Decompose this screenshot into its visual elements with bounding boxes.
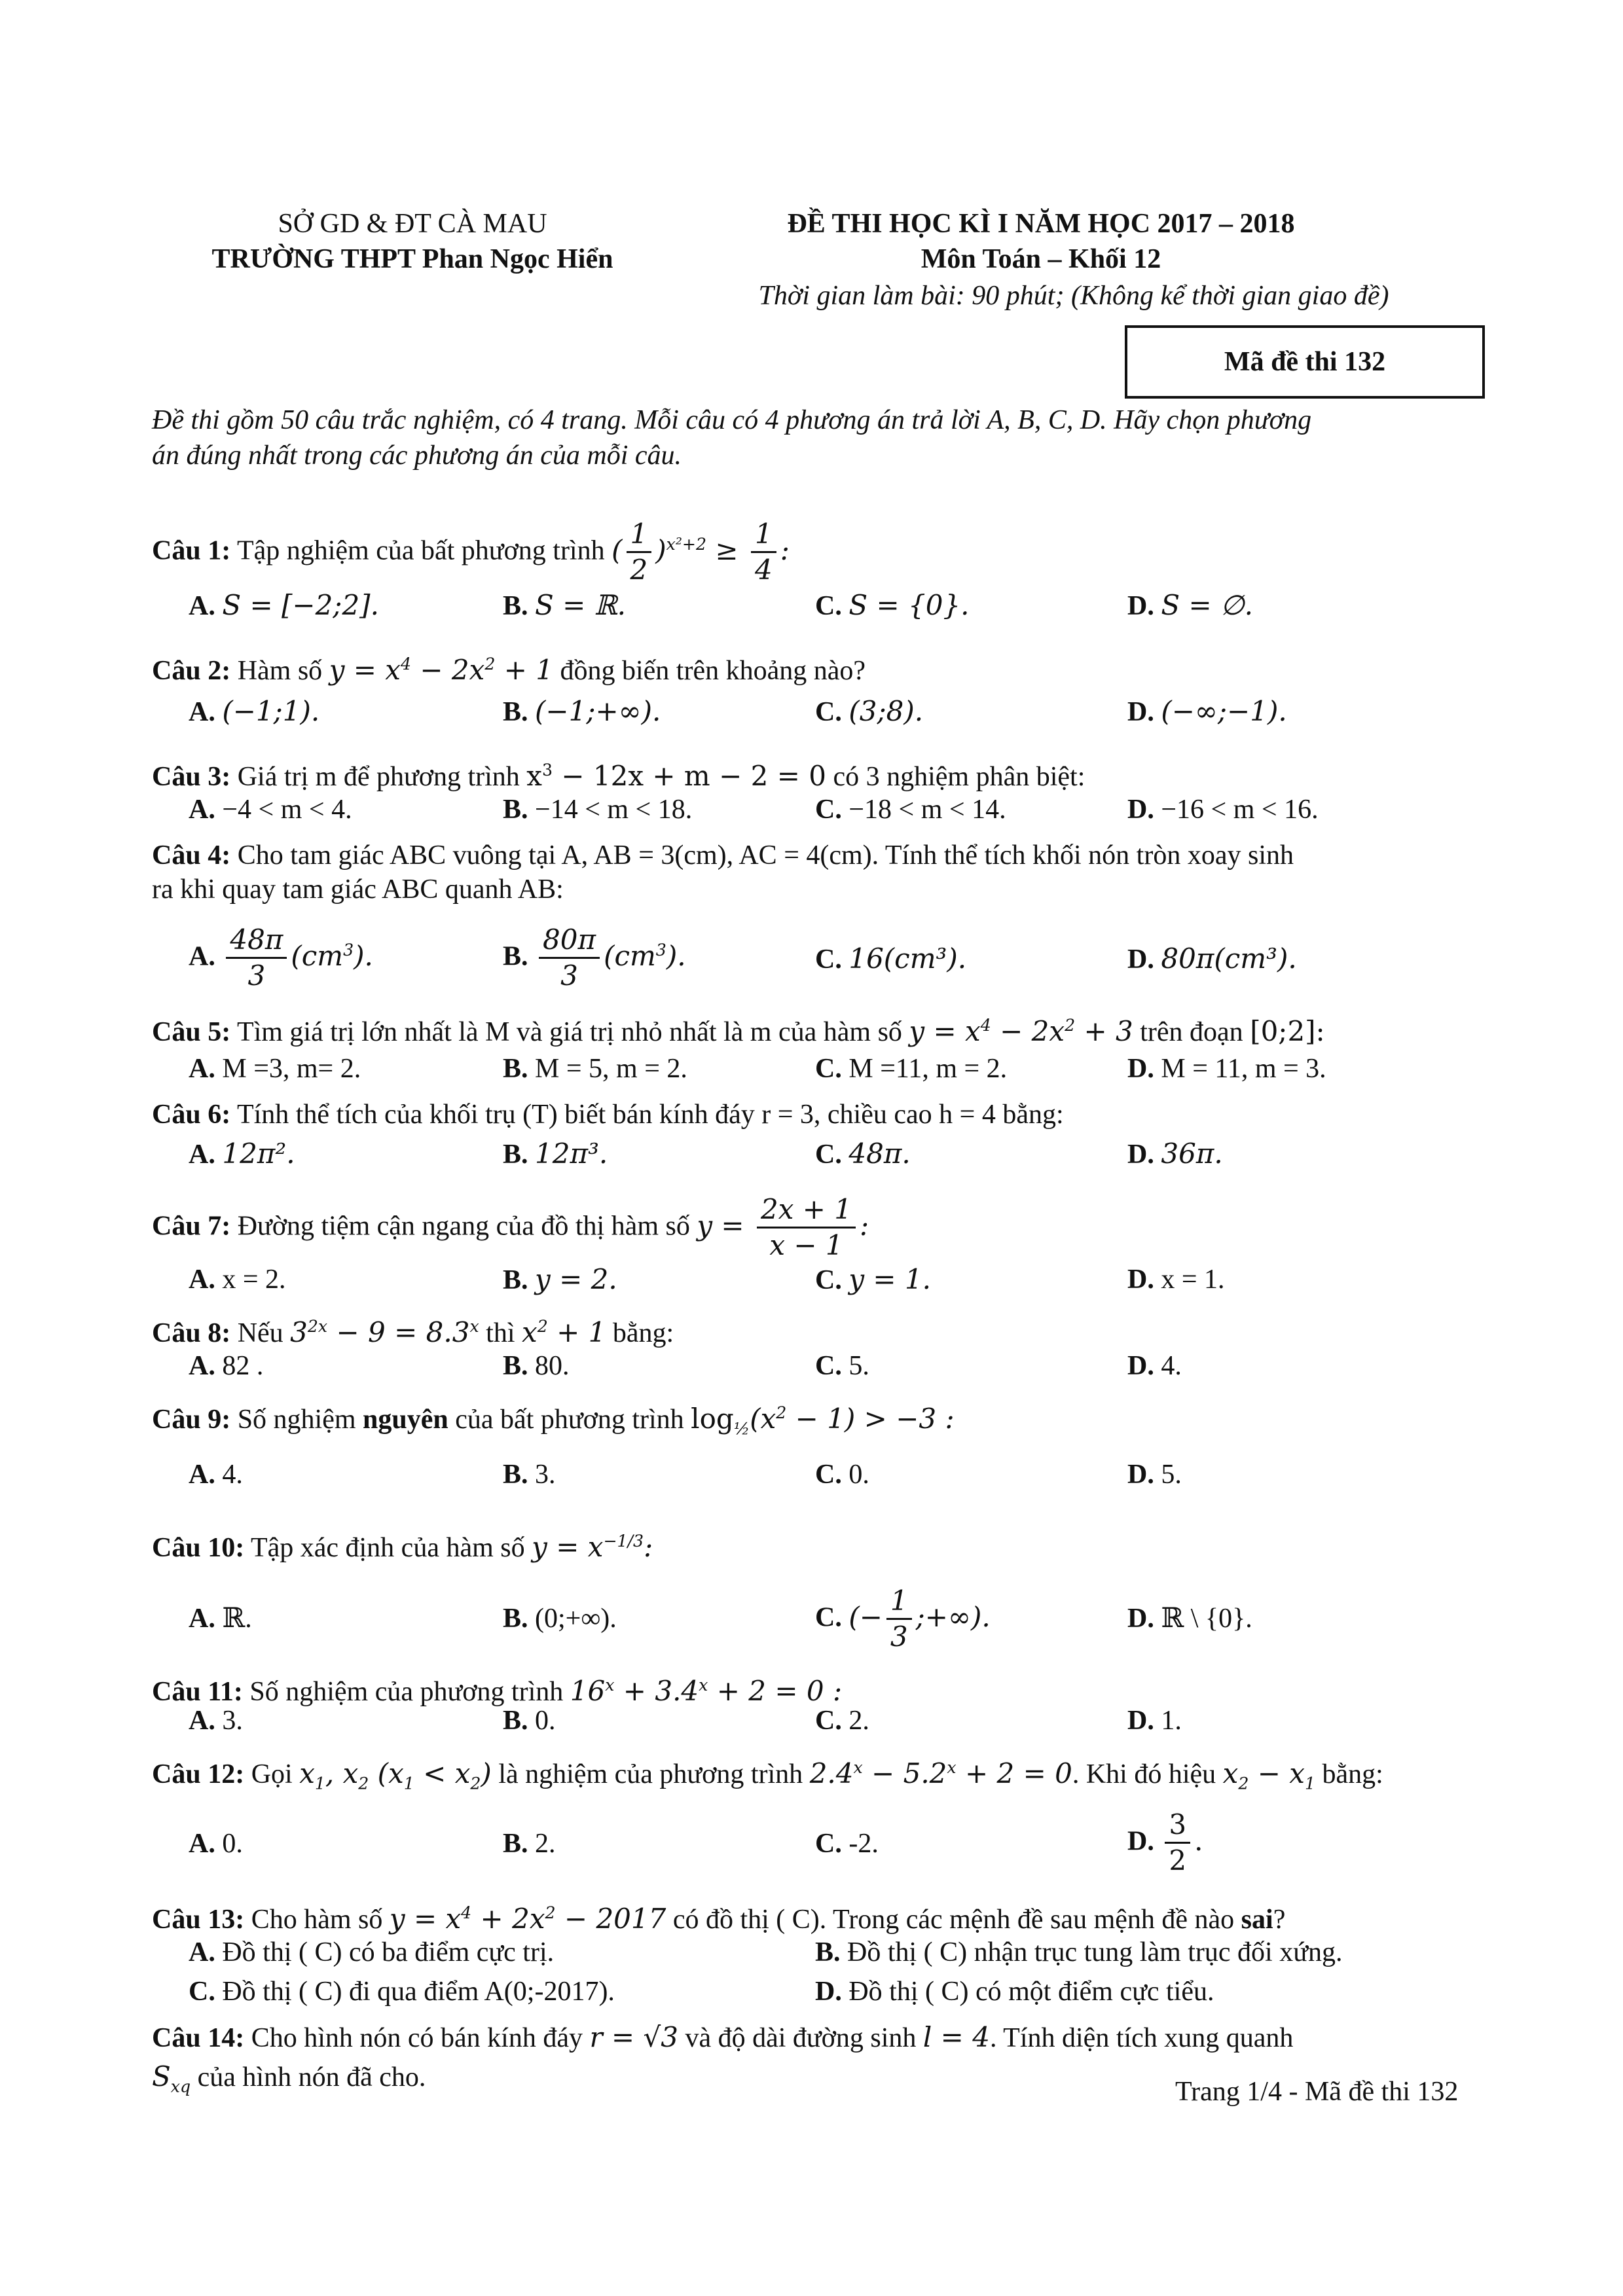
q11-text: Số nghiệm của phương trình xyxy=(249,1677,564,1707)
q13-label: Câu 13: xyxy=(152,1905,245,1935)
q14-formula-3: $S_{xq}$ xyxy=(152,2060,191,2096)
q2-option-a[interactable] xyxy=(189,695,319,728)
q5-interval: [0;2]: xyxy=(1250,1015,1325,1047)
q2-b-label: B. xyxy=(503,697,528,727)
q14-text-3: . Tính diện tích xung quanh xyxy=(989,2023,1294,2053)
q13-d-text: Đồ thị ( C) có một điểm cực tiểu. xyxy=(848,1977,1214,2007)
q9-text-2: của bất phương trình xyxy=(455,1405,684,1435)
q3-a-text: −4 < m < 4. xyxy=(222,795,352,825)
q13-a-label: A. xyxy=(189,1937,215,1967)
q13-c-label: C. xyxy=(189,1977,215,2007)
q9-label: Câu 9: xyxy=(152,1405,231,1435)
question-5 xyxy=(152,1009,1325,1049)
q2-text-2: đồng biến trên khoảng nào? xyxy=(560,656,866,686)
q10-a-text: ℝ. xyxy=(222,1604,252,1634)
q3-label: Câu 3: xyxy=(152,762,231,792)
exam-code: Mã đề thi 132 xyxy=(1224,347,1386,377)
q4-c-label: C. xyxy=(815,944,842,975)
q8-text-1: Nếu xyxy=(237,1318,283,1348)
q11-label: Câu 11: xyxy=(152,1677,243,1707)
q10-option-b[interactable] xyxy=(503,1602,617,1635)
q6-b-label: B. xyxy=(503,1139,528,1170)
q8-a-text: 82 . xyxy=(222,1351,264,1381)
q14-label: Câu 14: xyxy=(152,2023,245,2053)
q2-a-text: (−1;1). xyxy=(222,695,320,727)
q6-option-a[interactable] xyxy=(189,1138,295,1171)
q4-b-formula: $\frac{80\pi}{3}$ $(cm^3)$. xyxy=(535,940,686,972)
q3-c-label: C. xyxy=(815,795,842,825)
q4-option-c[interactable] xyxy=(815,942,966,976)
exam-code-box xyxy=(1125,325,1485,399)
q1-option-b[interactable] xyxy=(503,589,626,622)
q4-text: Cho tam giác ABC vuông tại A, AB = 3(cm), AC = 4(cm). Tính thể tích khối nón tròn xoay sinh xyxy=(237,840,1294,870)
q13-c-text: Đồ thị ( C) đi qua điểm A(0;-2017). xyxy=(222,1977,615,2007)
q14-formula-1: r = √3 xyxy=(589,2021,678,2053)
q12-d-label: D. xyxy=(1127,1826,1154,1857)
q11-c-text: 2. xyxy=(848,1706,869,1736)
question-11 xyxy=(152,1669,842,1708)
q6-a-label: A. xyxy=(189,1139,215,1170)
q12-b-text: 2. xyxy=(535,1829,556,1859)
q1-option-a[interactable] xyxy=(189,589,379,622)
q8-c-label: C. xyxy=(815,1351,842,1381)
q5-d-label: D. xyxy=(1127,1054,1154,1084)
question-4-line-2 xyxy=(152,873,564,906)
q7-formula: y = $\frac{2x + 1}{x - 1}$ : xyxy=(697,1193,869,1261)
dept-name: SỞ GD & ĐT CÀ MAU xyxy=(278,209,547,239)
q12-d-formula: $\frac{3}{2}$ . xyxy=(1161,1825,1203,1857)
question-14 xyxy=(152,2021,1293,2054)
q10-option-c[interactable] xyxy=(815,1584,991,1654)
q7-option-b[interactable] xyxy=(503,1263,617,1297)
q12-option-b[interactable] xyxy=(503,1827,556,1860)
q9-d-label: D. xyxy=(1127,1460,1154,1490)
q3-option-b[interactable] xyxy=(503,793,692,826)
q8-text-2: thì xyxy=(486,1318,515,1348)
q12-option-a[interactable] xyxy=(189,1827,243,1860)
q8-c-text: 5. xyxy=(848,1351,869,1381)
q12-text-4: bằng: xyxy=(1322,1759,1383,1789)
q12-option-d[interactable] xyxy=(1127,1808,1203,1878)
q8-formula: $3^{2x} - 9 = 8.3^x$ xyxy=(290,1316,479,1348)
q1-option-d[interactable] xyxy=(1127,589,1253,622)
question-14-line-2 xyxy=(152,2060,426,2103)
q5-c-label: C. xyxy=(815,1054,842,1084)
q11-option-c[interactable] xyxy=(815,1704,869,1737)
q12-a-label: A. xyxy=(189,1829,215,1859)
q4-option-a[interactable] xyxy=(189,923,373,993)
q5-option-b[interactable] xyxy=(503,1052,687,1085)
q7-a-label: A. xyxy=(189,1265,215,1295)
q9-option-b[interactable] xyxy=(503,1458,556,1491)
q7-c-text: y = 1. xyxy=(848,1263,932,1295)
q6-b-text: 12π³. xyxy=(535,1138,608,1170)
question-12 xyxy=(152,1751,1383,1800)
q9-c-label: C. xyxy=(815,1460,842,1490)
q7-d-label: D. xyxy=(1127,1265,1154,1295)
q8-option-a[interactable] xyxy=(189,1350,263,1382)
q2-d-text: (−∞;−1). xyxy=(1161,695,1287,727)
q11-option-d[interactable] xyxy=(1127,1704,1182,1737)
q1-text: Tập nghiệm của bất phương trình xyxy=(236,535,605,566)
q1-a-text: S = [−2;2]. xyxy=(222,589,379,621)
q13-text-3: ? xyxy=(1273,1905,1286,1935)
q13-a-text: Đồ thị ( C) có ba điểm cực trị. xyxy=(222,1937,555,1967)
q12-text-3: . Khi đó hiệu xyxy=(1072,1759,1216,1789)
q4-text-2: ra khi quay tam giác ABC quanh AB: xyxy=(152,874,564,905)
q6-text: Tính thể tích của khối trụ (T) biết bán kính đáy r = 3, chiều cao h = 4 bằng: xyxy=(236,1100,1064,1130)
q3-text-1: Giá trị m để phương trình xyxy=(237,762,520,792)
q2-text-1: Hàm số xyxy=(237,656,323,686)
q13-text-2: có đồ thị ( C). Trong các mệnh đề sau mệnh đề nào xyxy=(672,1905,1235,1935)
question-6 xyxy=(152,1098,1064,1131)
q2-option-c[interactable] xyxy=(815,695,923,728)
q11-d-label: D. xyxy=(1127,1706,1154,1736)
q4-a-label: A. xyxy=(189,941,215,972)
q10-c-formula: (− $\frac{1}{3}$ ;+∞). xyxy=(848,1585,991,1653)
q3-text-2: có 3 nghiệm phân biệt: xyxy=(833,762,1085,792)
q10-option-a[interactable] xyxy=(189,1602,252,1635)
q3-c-text: −18 < m < 14. xyxy=(848,795,1006,825)
page-footer: Trang 1/4 - Mã đề thi 132 xyxy=(1175,2077,1459,2107)
q13-d-label: D. xyxy=(815,1977,842,2007)
q7-option-a[interactable] xyxy=(189,1263,286,1296)
q6-option-b[interactable] xyxy=(503,1138,608,1171)
q12-formula-3: $x_2 - x_1$ xyxy=(1222,1757,1315,1793)
q11-b-label: B. xyxy=(503,1706,528,1736)
q5-option-a[interactable] xyxy=(189,1052,361,1085)
q13-text-1: Cho hàm số xyxy=(251,1905,383,1935)
q8-option-d[interactable] xyxy=(1127,1350,1182,1382)
q2-c-label: C. xyxy=(815,697,842,727)
q9-d-text: 5. xyxy=(1161,1460,1182,1490)
q8-option-b[interactable] xyxy=(503,1350,570,1382)
q2-b-text: (−1;+∞). xyxy=(535,695,661,727)
q4-option-b[interactable] xyxy=(503,923,686,993)
q5-formula: $y = x^4 - 2x^2 + 3$ xyxy=(909,1015,1133,1047)
q1-b-label: B. xyxy=(503,591,528,621)
q9-option-c[interactable] xyxy=(815,1458,869,1491)
q13-option-d[interactable] xyxy=(815,1975,1214,2008)
q1-option-c[interactable] xyxy=(815,589,970,622)
q6-d-label: D. xyxy=(1127,1139,1154,1170)
question-1 xyxy=(152,517,790,587)
q4-c-text: 16(cm³). xyxy=(848,942,967,975)
q1-label: Câu 1: xyxy=(152,535,231,566)
q11-a-text: 3. xyxy=(222,1706,243,1736)
q13-option-c[interactable] xyxy=(189,1975,615,2008)
q9-a-text: 4. xyxy=(222,1460,243,1490)
q12-c-label: C. xyxy=(815,1829,842,1859)
q4-a-formula: $\frac{48\pi}{3}$ $(cm^3)$. xyxy=(222,940,373,972)
q4-d-label: D. xyxy=(1127,944,1154,975)
q5-text-2: trên đoạn xyxy=(1140,1017,1243,1047)
q3-d-label: D. xyxy=(1127,795,1154,825)
q1-c-text: S = {0}. xyxy=(848,589,970,621)
question-7 xyxy=(152,1193,869,1263)
q1-formula: ( $\frac{1}{2}$ )$^{x^2+2}$ ≥ $\frac{1}{4}$ : xyxy=(611,518,790,586)
q6-option-d[interactable] xyxy=(1127,1138,1223,1171)
q9-text-bold: nguyên xyxy=(363,1405,448,1435)
q7-option-c[interactable] xyxy=(815,1263,931,1297)
q6-c-text: 48π. xyxy=(848,1138,911,1170)
q9-b-text: 3. xyxy=(535,1460,556,1490)
q3-option-a[interactable] xyxy=(189,793,352,826)
q2-formula: $y = x^4 - 2x^2 + 1$ xyxy=(329,654,553,686)
q13-option-a[interactable] xyxy=(189,1936,554,1969)
question-2 xyxy=(152,648,866,687)
q1-a-label: A. xyxy=(189,591,215,621)
q11-option-b[interactable] xyxy=(503,1704,556,1737)
question-9 xyxy=(152,1397,955,1445)
q6-option-c[interactable] xyxy=(815,1138,911,1171)
q5-d-text: M = 11, m = 3. xyxy=(1161,1054,1326,1084)
q5-b-text: M = 5, m = 2. xyxy=(535,1054,687,1084)
q10-option-d[interactable] xyxy=(1127,1602,1252,1635)
q3-d-text: −16 < m < 16. xyxy=(1161,795,1319,825)
q12-formula-2: $2.4^x - 5.2^x + 2 = 0$ xyxy=(809,1757,1072,1789)
q9-text-1: Số nghiệm xyxy=(237,1405,356,1435)
q3-option-c[interactable] xyxy=(815,793,1006,826)
q7-d-text: x = 1. xyxy=(1161,1265,1225,1295)
q10-c-label: C. xyxy=(815,1602,842,1633)
q12-text-2: là nghiệm của phương trình xyxy=(498,1759,803,1789)
q9-option-a[interactable] xyxy=(189,1458,243,1491)
q2-c-text: (3;8). xyxy=(848,695,924,727)
question-4 xyxy=(152,839,1294,872)
q3-b-text: −14 < m < 18. xyxy=(535,795,693,825)
q1-d-label: D. xyxy=(1127,591,1154,621)
q9-a-label: A. xyxy=(189,1460,215,1490)
q10-a-label: A. xyxy=(189,1604,215,1634)
q7-a-text: x = 2. xyxy=(222,1265,286,1295)
q13-b-text: Đồ thị ( C) nhận trục tung làm trục đối xứng. xyxy=(847,1937,1343,1967)
q9-c-text: 0. xyxy=(848,1460,869,1490)
q10-formula: $y = x^{-1/3}$: xyxy=(532,1531,653,1563)
q12-label: Câu 12: xyxy=(152,1759,245,1789)
q2-d-label: D. xyxy=(1127,697,1154,727)
q8-option-c[interactable] xyxy=(815,1350,869,1382)
q5-option-c[interactable] xyxy=(815,1052,1007,1085)
q3-a-label: A. xyxy=(189,795,215,825)
question-13 xyxy=(152,1897,1285,1936)
school-name: TRƯỜNG THPT Phan Ngọc Hiển xyxy=(211,244,613,274)
q11-a-label: A. xyxy=(189,1706,215,1736)
q6-c-label: C. xyxy=(815,1139,842,1170)
q7-c-label: C. xyxy=(815,1265,842,1295)
q5-b-label: B. xyxy=(503,1054,528,1084)
q5-label: Câu 5: xyxy=(152,1017,231,1047)
q2-option-d[interactable] xyxy=(1127,695,1287,728)
q12-a-text: 0. xyxy=(222,1829,243,1859)
q6-a-text: 12π². xyxy=(222,1138,295,1170)
q14-text-4: của hình nón đã cho. xyxy=(197,2062,426,2092)
q5-c-text: M =11, m = 2. xyxy=(848,1054,1008,1084)
q2-label: Câu 2: xyxy=(152,656,231,686)
q12-b-label: B. xyxy=(503,1829,528,1859)
q11-formula: $16^x + 3.4^x + 2 = 0$ : xyxy=(570,1675,843,1707)
q3-formula: $x^3 - 12x + m - 2 = 0$ xyxy=(526,760,826,792)
q13-option-b[interactable] xyxy=(815,1936,1343,1969)
q10-d-text: ℝ \ {0}. xyxy=(1161,1604,1252,1634)
q12-option-c[interactable] xyxy=(815,1827,879,1860)
q8-b-label: B. xyxy=(503,1351,528,1381)
q10-label: Câu 10: xyxy=(152,1533,245,1563)
q7-option-d[interactable] xyxy=(1127,1263,1225,1296)
q10-text: Tập xác định của hàm số xyxy=(250,1533,525,1563)
q11-c-label: C. xyxy=(815,1706,842,1736)
q7-b-label: B. xyxy=(503,1265,528,1295)
q14-text-2: và độ dài đường sinh xyxy=(685,2023,917,2053)
intro-line-2: án đúng nhất trong các phương án của mỗi câu. xyxy=(152,440,682,471)
q7-label: Câu 7: xyxy=(152,1211,231,1242)
q8-label: Câu 8: xyxy=(152,1318,231,1348)
q4-b-label: B. xyxy=(503,941,528,972)
q11-b-text: 0. xyxy=(535,1706,556,1736)
q4-d-text: 80π(cm³). xyxy=(1161,942,1297,975)
exam-time: Thời gian làm bài: 90 phút; (Không kể thời gian giao đề) xyxy=(758,281,1389,311)
q13-b-label: B. xyxy=(815,1937,841,1967)
question-3 xyxy=(152,754,1085,793)
q11-d-text: 1. xyxy=(1161,1706,1182,1736)
q5-a-text: M =3, m= 2. xyxy=(222,1054,361,1084)
exam-subject: Môn Toán – Khối 12 xyxy=(921,244,1161,274)
q9-b-label: B. xyxy=(503,1460,528,1490)
q7-b-text: y = 2. xyxy=(535,1263,617,1295)
q14-formula-2: l = 4 xyxy=(922,2021,990,2053)
q12-c-text: -2. xyxy=(848,1829,879,1859)
q14-text-1: Cho hình nón có bán kính đáy xyxy=(251,2023,583,2053)
q1-b-text: S = ℝ. xyxy=(535,589,626,621)
q5-a-label: A. xyxy=(189,1054,215,1084)
q11-option-a[interactable] xyxy=(189,1704,243,1737)
q13-text-bold: sai xyxy=(1241,1905,1273,1935)
q2-option-b[interactable] xyxy=(503,695,661,728)
q4-label: Câu 4: xyxy=(152,840,231,870)
q13-formula: $y = x^4 + 2x^2 - 2017$ xyxy=(389,1903,666,1935)
question-8 xyxy=(152,1310,674,1350)
q1-c-label: C. xyxy=(815,591,842,621)
q10-b-text: (0;+∞). xyxy=(535,1604,617,1634)
q6-label: Câu 6: xyxy=(152,1100,231,1130)
q8-d-label: D. xyxy=(1127,1351,1154,1381)
intro-line-1: Đề thi gồm 50 câu trắc nghiệm, có 4 trang. Mỗi câu có 4 phương án trả lời A, B, C, D. Hãy chọn phương xyxy=(152,405,1312,435)
q5-option-d[interactable] xyxy=(1127,1052,1326,1085)
q8-d-text: 4. xyxy=(1161,1351,1182,1381)
q4-option-d[interactable] xyxy=(1127,942,1297,976)
q2-a-label: A. xyxy=(189,697,215,727)
q12-text-1: Gọi xyxy=(251,1759,293,1789)
q1-d-text: S = ∅. xyxy=(1161,589,1253,621)
exam-title: ĐỀ THI HỌC KÌ I NĂM HỌC 2017 – 2018 xyxy=(787,209,1295,239)
q5-text-1: Tìm giá trị lớn nhất là M và giá trị nhỏ nhất là m của hàm số xyxy=(236,1017,902,1047)
q3-b-label: B. xyxy=(503,795,528,825)
q8-formula-2: $x^2 + 1$ xyxy=(522,1316,606,1348)
q8-b-text: 80. xyxy=(535,1351,570,1381)
q8-a-label: A. xyxy=(189,1351,215,1381)
q3-option-d[interactable] xyxy=(1127,793,1319,826)
q8-text-3: bằng: xyxy=(612,1318,674,1348)
question-10 xyxy=(152,1525,653,1564)
q9-formula: $\log_{\frac{1}{2}}(x^2 - 1) > -3$ : xyxy=(691,1403,955,1439)
q7-text: Đường tiệm cận ngang của đồ thị hàm số xyxy=(237,1211,690,1242)
q10-b-label: B. xyxy=(503,1604,528,1634)
q6-d-text: 36π. xyxy=(1161,1138,1223,1170)
q12-formula-1: $x_1$, $x_2$ $(x_1 < x_2)$ xyxy=(299,1757,492,1793)
q9-option-d[interactable] xyxy=(1127,1458,1182,1491)
q10-d-label: D. xyxy=(1127,1604,1154,1634)
